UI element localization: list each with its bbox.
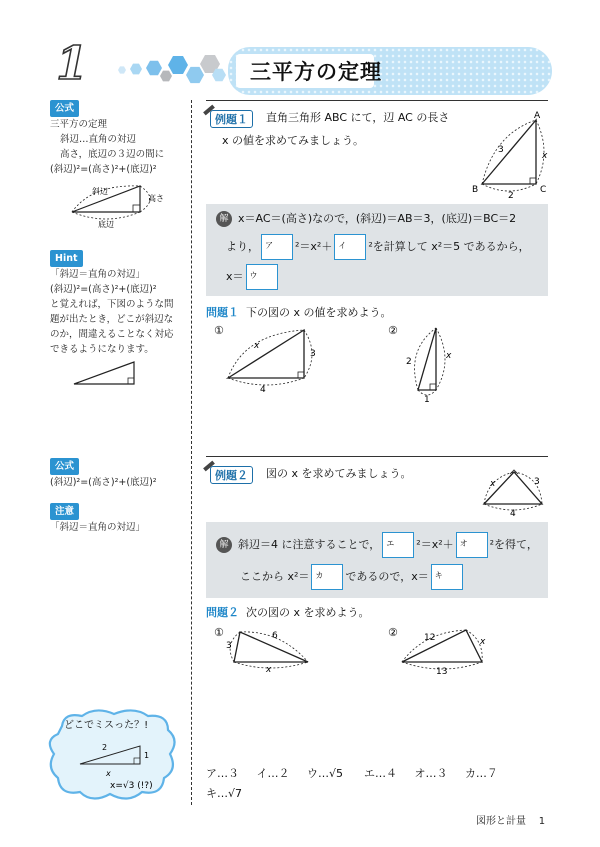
mistake-wrong-answer: x=√3 (!?) bbox=[110, 781, 153, 791]
problem2-figure2 bbox=[384, 622, 494, 678]
problem2-text: 次の図の x を求めよう。 bbox=[246, 606, 370, 619]
formula1-line: (斜辺)²=(高さ)²+(底辺)² bbox=[50, 164, 157, 175]
note-text: 「斜辺＝直角の対辺」 bbox=[50, 522, 146, 533]
formula1-line: 三平方の定理 bbox=[50, 119, 108, 130]
vertex-a: A bbox=[534, 111, 541, 121]
fig-number: ② bbox=[388, 626, 398, 639]
answer-box-ka[interactable] bbox=[311, 564, 343, 590]
example2-rule bbox=[206, 456, 548, 457]
answer-box-a[interactable] bbox=[261, 234, 293, 260]
hint-line: 「斜辺＝直角の対辺」 bbox=[50, 269, 146, 280]
side-ac: x bbox=[542, 151, 548, 161]
page-number: 1 bbox=[538, 816, 546, 827]
column-divider bbox=[191, 100, 192, 805]
example2-text: 図の x を求めてみましょう。 bbox=[266, 467, 412, 480]
problem1-figure2 bbox=[384, 320, 474, 404]
example2-label: 例題２ bbox=[210, 466, 253, 484]
mistake-title: どこでミスった？! bbox=[64, 720, 149, 731]
example1-triangle bbox=[470, 108, 550, 198]
hint-triangle-figure bbox=[70, 356, 150, 390]
answer-key bbox=[206, 764, 498, 804]
box-label: オ bbox=[459, 539, 468, 548]
example1-rule bbox=[206, 100, 548, 101]
fig-label-hyp: 斜辺 bbox=[92, 187, 108, 196]
example2-triangle bbox=[478, 464, 550, 516]
page-title: 三平方の定理 bbox=[250, 60, 382, 84]
label-a: 3 bbox=[310, 349, 316, 359]
formula1-block bbox=[50, 100, 164, 177]
note-block bbox=[50, 503, 145, 535]
problem2-label: 問題２ bbox=[206, 606, 239, 619]
solution-text: ²を得て， bbox=[489, 538, 538, 551]
vertex-b: B bbox=[472, 185, 479, 195]
answer-box-u[interactable] bbox=[246, 264, 278, 290]
mistake-label-x: x bbox=[106, 769, 111, 778]
formula2-badge: 公式 bbox=[50, 458, 79, 475]
formula1-line: 高さ，底辺の３辺の間に bbox=[60, 149, 165, 160]
chapter-number: 1 bbox=[56, 36, 89, 90]
formula2-text: (斜辺)²=(高さ)²+(底辺)² bbox=[50, 477, 157, 488]
hint-line: と覚えれば，下図のような問 bbox=[50, 299, 174, 310]
answer-box-e[interactable] bbox=[382, 532, 414, 558]
label-a: 2 bbox=[406, 357, 412, 367]
example2-solution-line2 bbox=[240, 564, 465, 590]
example1-line1: 直角三角形 ABC にて，辺 AC の長さ bbox=[266, 111, 450, 124]
label-x: x bbox=[266, 665, 272, 674]
example1-solution-line1 bbox=[216, 208, 516, 230]
hint-line: のか，間違えることなく対応 bbox=[50, 329, 174, 340]
answer-item: オ…３ bbox=[414, 767, 448, 780]
hint-badge: Hint bbox=[50, 250, 83, 267]
page-footer bbox=[476, 812, 545, 827]
example2-solution-line1 bbox=[216, 532, 538, 558]
answer-box-ki[interactable] bbox=[431, 564, 463, 590]
fig-number: ② bbox=[388, 324, 398, 337]
solution-text: ²＝x²＋ bbox=[295, 240, 333, 253]
problem2-header bbox=[206, 602, 370, 624]
formula1-badge: 公式 bbox=[50, 100, 79, 117]
box-label: ア bbox=[265, 241, 273, 250]
label-b: 13 bbox=[436, 667, 448, 677]
fig-label-base: 底辺 bbox=[98, 220, 114, 229]
side-bc: 2 bbox=[508, 191, 514, 198]
label-x: x bbox=[490, 479, 496, 489]
box-label: キ bbox=[434, 571, 443, 580]
mistake-cloud bbox=[44, 706, 184, 806]
problem1-label: 問題１ bbox=[206, 306, 239, 319]
solution-text: ²を計算して x²＝5 であるから， bbox=[368, 240, 530, 253]
solution-text: であるので，x＝ bbox=[345, 570, 429, 583]
example1-solution-line2 bbox=[226, 234, 530, 260]
hint-block bbox=[50, 250, 174, 357]
answer-box-o[interactable] bbox=[456, 532, 488, 558]
box-label: カ bbox=[315, 571, 324, 580]
hint-line: 題が出たとき，どこが斜辺な bbox=[50, 314, 174, 325]
hint-line: (斜辺)²=(高さ)²+(底辺)² bbox=[50, 284, 157, 295]
answer-item: エ…４ bbox=[363, 767, 397, 780]
solution-text: 斜辺＝4 に注意することで， bbox=[238, 538, 381, 551]
footer-section: 図形と計量 bbox=[476, 816, 526, 827]
problem1-figure1 bbox=[210, 320, 330, 396]
label-a: 3 bbox=[534, 477, 540, 487]
answer-item: カ…７ bbox=[464, 767, 498, 780]
solution-mark-icon: 解 bbox=[216, 537, 232, 553]
formula1-line: 斜辺…直角の対辺 bbox=[60, 134, 137, 145]
note-badge: 注意 bbox=[50, 503, 79, 520]
formula2-block bbox=[50, 458, 157, 490]
answer-item: イ…２ bbox=[256, 767, 290, 780]
box-label: イ bbox=[338, 241, 347, 250]
label-x: x bbox=[480, 637, 486, 647]
answer-item: ア…３ bbox=[206, 767, 239, 780]
solution-text: より， bbox=[226, 240, 259, 253]
solution-text: ²＝x²＋ bbox=[416, 538, 454, 551]
fig-label-height: 高さ bbox=[148, 194, 164, 203]
problem1-text: 下の図の x の値を求めよう。 bbox=[246, 306, 392, 319]
solution-text: ここから x²＝ bbox=[240, 570, 310, 583]
hint-line: できるようになります。 bbox=[50, 344, 154, 355]
label-b: 6 bbox=[272, 631, 278, 641]
example1-solution-line3 bbox=[226, 264, 280, 290]
label-b: 1 bbox=[424, 395, 430, 404]
label-b: 4 bbox=[260, 385, 266, 395]
box-label: エ bbox=[386, 539, 395, 548]
label-x: x bbox=[446, 351, 452, 361]
problem2-figure1 bbox=[210, 622, 320, 674]
example1-line2: x の値を求めてみましょう。 bbox=[222, 134, 365, 147]
formula-triangle-figure bbox=[62, 180, 172, 230]
answer-box-i[interactable] bbox=[334, 234, 366, 260]
answer-item: ウ…√5 bbox=[306, 767, 343, 780]
label-a: 12 bbox=[424, 633, 436, 643]
solution-text: x＝ bbox=[226, 270, 244, 283]
fig-number: ① bbox=[214, 324, 224, 337]
label-x: x bbox=[254, 341, 260, 351]
mistake-label-b: 1 bbox=[144, 751, 150, 760]
answer-item: キ…√7 bbox=[206, 787, 243, 800]
box-label: ウ bbox=[249, 271, 258, 280]
solution-text: x＝AC＝(高さ)なので，(斜辺)＝AB＝3，(底辺)＝BC＝2 bbox=[238, 212, 517, 225]
side-ab: 3 bbox=[498, 145, 504, 155]
example1-label: 例題１ bbox=[210, 110, 253, 128]
label-b: 4 bbox=[510, 509, 516, 516]
mistake-label-a: 2 bbox=[102, 743, 108, 752]
solution-mark-icon: 解 bbox=[216, 211, 232, 227]
vertex-c: C bbox=[540, 185, 547, 195]
label-a: 3 bbox=[226, 641, 232, 651]
fig-number: ① bbox=[214, 626, 224, 639]
